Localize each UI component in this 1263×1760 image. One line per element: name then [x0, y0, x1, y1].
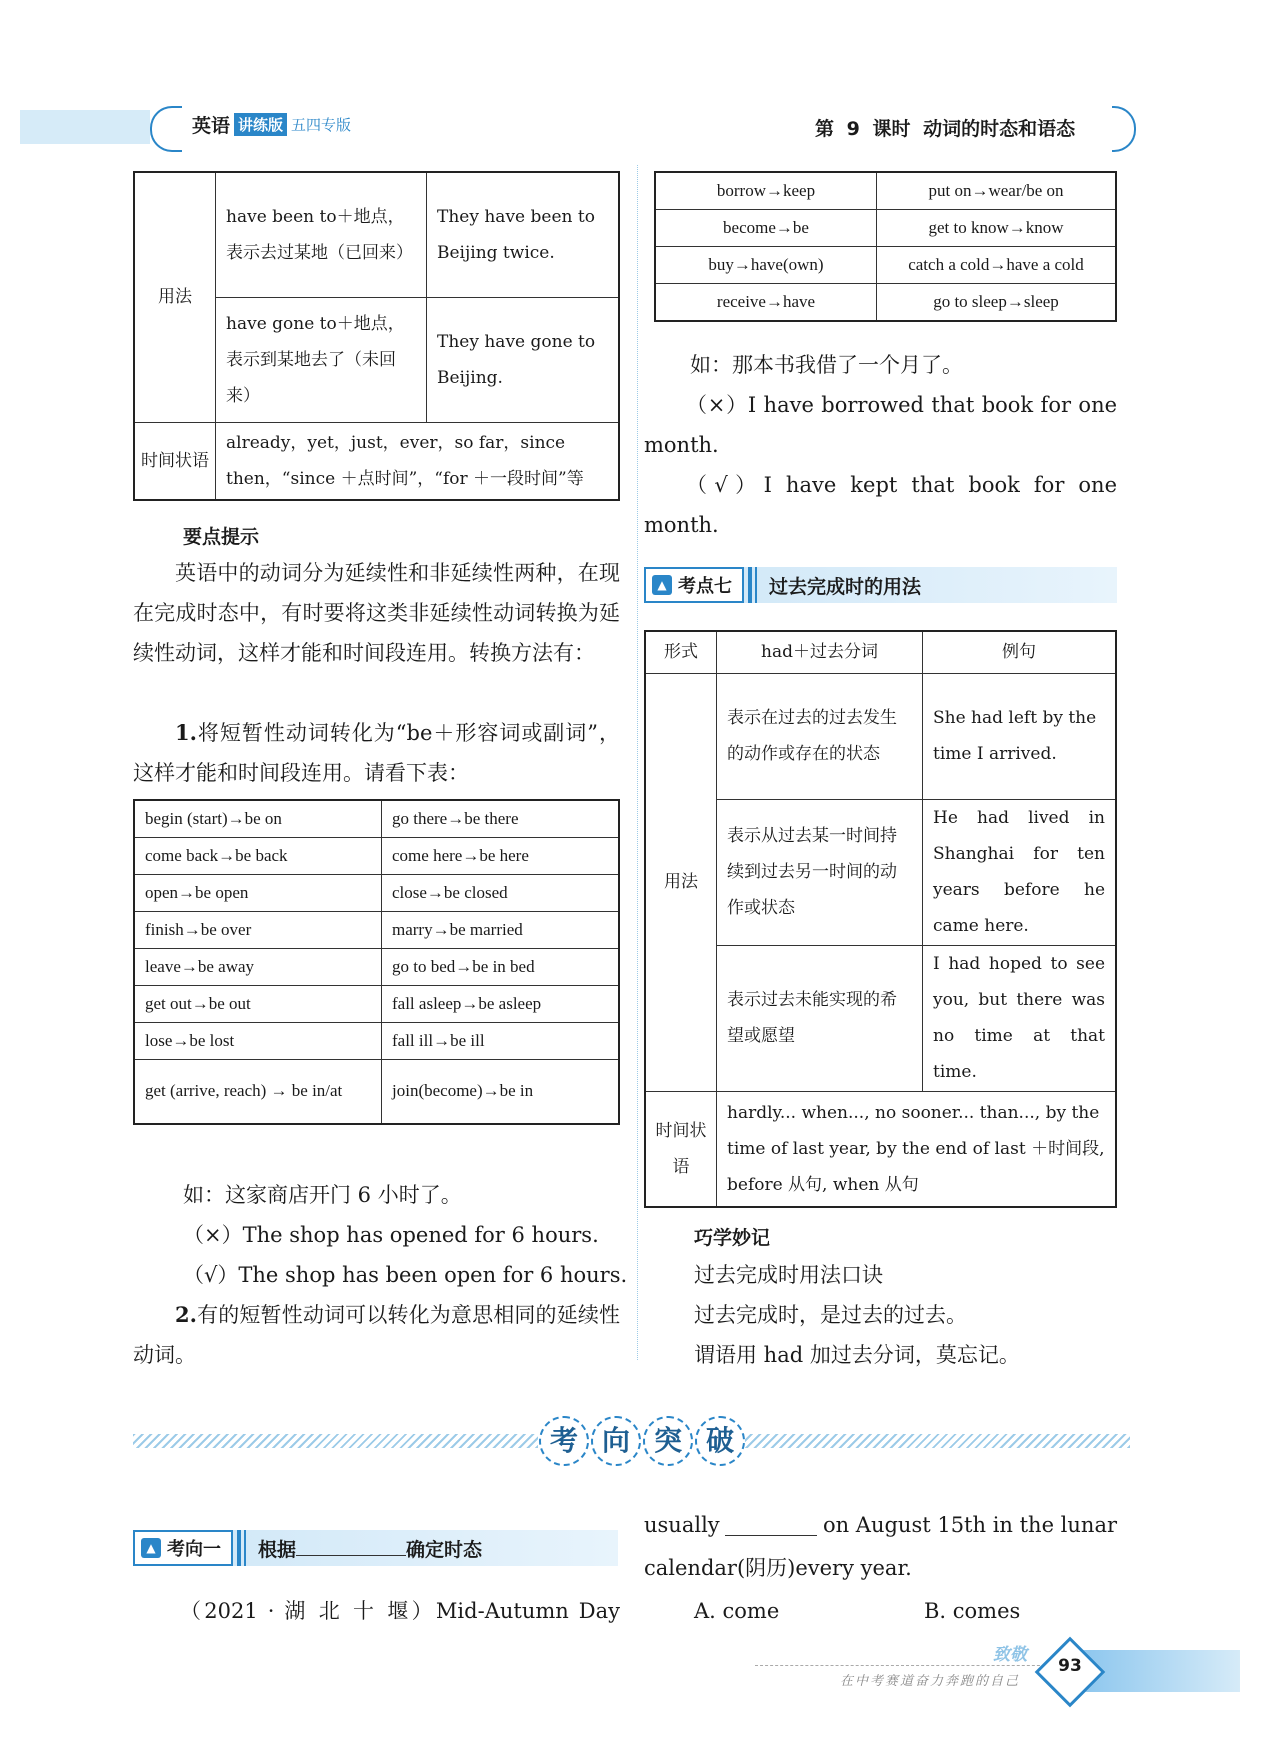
pp-example-3: I had hoped to see you, but there was no time at that time.	[923, 945, 1117, 1091]
subject-label: 英语	[192, 115, 231, 137]
right-mark-right: √	[714, 473, 728, 497]
conversion-cell: fall ill→be ill	[382, 1023, 620, 1060]
edition-badge: 讲练版	[234, 113, 287, 136]
substitution-row	[655, 210, 1116, 247]
substitution-cell: get to know→know	[877, 210, 1117, 247]
example-intro-left: 如：这家商店开门 6 小时了。	[183, 1183, 462, 1207]
footer-rule	[755, 1665, 1055, 1666]
conversion-row	[134, 949, 619, 986]
example-intro-right: 如：那本书我借了一个月了。	[690, 353, 963, 377]
kaodian-separator	[748, 567, 752, 603]
wrong-mark-left: ×	[204, 1223, 222, 1247]
usage-label: 用法	[134, 172, 216, 422]
substitution-row	[655, 247, 1116, 284]
usage-desc-1: have been to＋地点，表示去过某地（已回来）	[216, 172, 427, 297]
conversion-cell: lose→be lost	[134, 1023, 382, 1060]
point-1-text: 将短暂性动词转化为“be＋形容词或副词”，这样才能和时间段连用。请看下表：	[133, 721, 620, 785]
kaoxiang-header	[133, 1530, 618, 1566]
wrong-sentence-right: I have borrowed that book for one month.	[644, 393, 1118, 457]
question-line-2-pre: usually	[644, 1513, 720, 1537]
answer-blank[interactable]	[725, 1505, 817, 1536]
conversion-cell: come here→be here	[382, 838, 620, 875]
point-2-number: 2.	[175, 1302, 197, 1327]
conversion-cell: join(become)→be in	[382, 1060, 620, 1124]
option-b[interactable]: B. comes	[924, 1599, 1021, 1623]
header-form: 形式	[645, 631, 717, 673]
question-line-2	[644, 1505, 1117, 1545]
lesson-topic: 动词的时态和语态	[923, 118, 1076, 140]
substitution-cell: buy→have(own)	[655, 247, 877, 284]
pp-desc-2: 表示从过去某一时间持续到过去另一时间的动作或状态	[717, 799, 923, 945]
header-lesson	[815, 114, 1075, 141]
lesson-number: 第 9 课时	[815, 118, 911, 140]
banner-char-3: 突	[643, 1416, 693, 1466]
kaoxiang-blank	[296, 1555, 406, 1556]
kaoxiang-badge	[133, 1530, 233, 1566]
conversion-cell: get out→be out	[134, 986, 382, 1023]
question-line-2-post: on August 15th in the lunar	[822, 1513, 1117, 1537]
time-content-right: hardly... when..., no sooner... than..., by the time of last year, by the end of last ＋时间段, before 从句, when 从句	[717, 1091, 1117, 1207]
conversion-cell: marry→be married	[382, 912, 620, 949]
memo-line-1: 过去完成时用法口诀	[694, 1263, 883, 1287]
option-a[interactable]: A. come	[694, 1599, 780, 1623]
header-band	[20, 110, 150, 144]
teacher-icon-2: ▲	[141, 1538, 161, 1558]
right-sentence-left: The shop has been open for 6 hours.	[238, 1263, 628, 1287]
footer-slogan-title: 致敬	[993, 1645, 1027, 1665]
usage-example-1: They have been to Beijing twice.	[427, 172, 620, 297]
point-2	[133, 1295, 620, 1375]
time-adverbial-content: already，yet，just，ever，so far，since then，“since ＋点时间”，“for ＋一段时间”等	[216, 422, 620, 500]
header-bracket-right	[1112, 106, 1136, 152]
substitution-cell: put on→wear/be on	[877, 172, 1117, 210]
kaodian-badge	[644, 567, 744, 603]
usage-example-2: They have gone to Beijing.	[427, 297, 620, 422]
conversion-cell: go to bed→be in bed	[382, 949, 620, 986]
footer-slogan: 在中考赛道奋力奔跑的自己	[840, 1674, 1021, 1689]
header-book-title	[192, 111, 351, 138]
question-line-3: calendar(阴历)every year.	[644, 1556, 912, 1580]
kaodian-label: 考点七	[678, 576, 732, 597]
substitution-table	[654, 171, 1117, 322]
kaoxiang-label: 考向一	[167, 1539, 221, 1560]
edition-label: 五四专版	[291, 116, 352, 134]
header-bracket-left	[150, 106, 182, 152]
conversion-row	[134, 912, 619, 949]
header-structure: had＋过去分词	[717, 631, 923, 673]
wrong-mark-right: ×	[707, 393, 726, 417]
question-source: （2021 · 湖 北 十 堰）Mid-Autumn Day	[180, 1599, 620, 1623]
substitution-cell: receive→have	[655, 284, 877, 322]
substitution-cell: borrow→keep	[655, 172, 877, 210]
conversion-cell: get (arrive, reach) → be in/at	[134, 1060, 382, 1124]
memo-line-3: 谓语用 had 加过去分词，莫忘记。	[694, 1343, 1020, 1367]
point-2-text: 有的短暂性动词可以转化为意思相同的延续性动词。	[133, 1303, 620, 1367]
tips-paragraph: 英语中的动词分为延续性和非延续性两种，在现在完成时态中，有时要将这类非延续性动词转换为延续性动词，这样才能和时间段连用。转换方法有：	[133, 561, 620, 665]
right-example-right: （√）I have kept that book for one month.	[644, 473, 1118, 537]
banner-char-1: 考	[539, 1416, 589, 1466]
kaoxiang-title-pre: 根据	[258, 1538, 297, 1561]
usage-label-right: 用法	[645, 673, 717, 1091]
conversion-cell: begin (start)→be on	[134, 800, 382, 838]
substitution-row	[655, 172, 1116, 210]
wrong-sentence-left: The shop has opened for 6 hours.	[242, 1223, 599, 1247]
substitution-cell: catch a cold→have a cold	[877, 247, 1117, 284]
conversion-row	[134, 1060, 619, 1124]
time-adverbial-label: 时间状语	[134, 422, 216, 500]
conversion-cell: come back→be back	[134, 838, 382, 875]
past-perfect-table	[644, 630, 1117, 1208]
memo-title: 巧学妙记	[694, 1227, 771, 1249]
right-example-left: （√）The shop has been open for 6 hours.	[183, 1263, 628, 1287]
header-example: 例句	[923, 631, 1117, 673]
conversion-cell: go there→be there	[382, 800, 620, 838]
tips-title: 要点提示	[183, 526, 260, 548]
present-perfect-usage-table	[133, 171, 620, 501]
wrong-example-left: （×）The shop has opened for 6 hours.	[183, 1223, 599, 1247]
banner-stripe-left	[133, 1434, 538, 1448]
conversion-row	[134, 1023, 619, 1060]
pp-example-2: He had lived in Shanghai for ten years before he came here.	[923, 799, 1117, 945]
conversion-cell: finish→be over	[134, 912, 382, 949]
conversion-row	[134, 875, 619, 912]
substitution-cell: become→be	[655, 210, 877, 247]
conversion-cell: fall asleep→be asleep	[382, 986, 620, 1023]
conversion-row	[134, 838, 619, 875]
column-divider	[637, 165, 638, 1360]
kaoxiang-separator-thin	[244, 1530, 246, 1566]
conversion-cell: close→be closed	[382, 875, 620, 912]
banner-char-4: 破	[695, 1416, 745, 1466]
page-number: 93	[1058, 1656, 1082, 1676]
pp-desc-3: 表示过去未能实现的希望或愿望	[717, 945, 923, 1091]
conversion-cell: open→be open	[134, 875, 382, 912]
kaodian-title: 过去完成时的用法	[769, 575, 922, 598]
banner-stripe-right	[725, 1434, 1130, 1448]
pp-example-1: She had left by the time I arrived.	[923, 673, 1117, 799]
kaodian-header	[644, 567, 1117, 603]
memo-line-2: 过去完成时，是过去的过去。	[694, 1303, 967, 1327]
time-label-right: 时间状语	[645, 1091, 717, 1207]
section-banner	[538, 1416, 734, 1466]
substitution-row	[655, 284, 1116, 322]
teacher-icon: ▲	[652, 575, 672, 595]
kaodian-separator-thin	[755, 567, 757, 603]
right-mark-left: √	[204, 1263, 218, 1287]
right-sentence-right: I have kept that book for one month.	[644, 473, 1118, 537]
conversion-cell: leave→be away	[134, 949, 382, 986]
usage-desc-2: have gone to＋地点，表示到某地去了（未回来）	[216, 297, 427, 422]
kaoxiang-title	[258, 1535, 482, 1562]
conversion-row	[134, 986, 619, 1023]
banner-char-2: 向	[591, 1416, 641, 1466]
point-1-number: 1.	[175, 720, 197, 745]
substitution-cell: go to sleep→sleep	[877, 284, 1117, 322]
conversion-row	[134, 800, 619, 838]
kaoxiang-separator	[237, 1530, 241, 1566]
conversion-table	[133, 799, 620, 1125]
pp-desc-1: 表示在过去的过去发生的动作或存在的状态	[717, 673, 923, 799]
wrong-example-right: （×）I have borrowed that book for one month.	[644, 393, 1118, 457]
kaoxiang-title-post: 确定时态	[406, 1538, 483, 1561]
point-1	[133, 713, 620, 793]
